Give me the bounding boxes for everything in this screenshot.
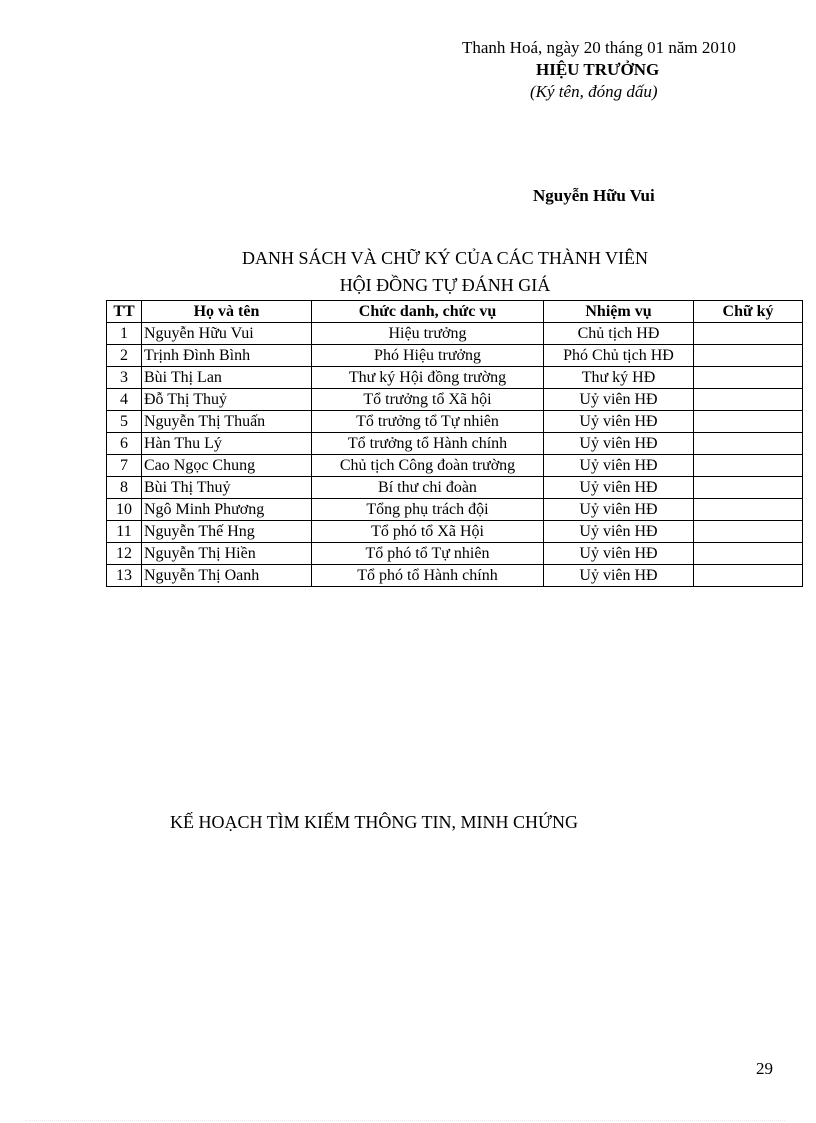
cell-task: Thư ký HĐ	[544, 367, 694, 389]
cell-signature	[694, 477, 803, 499]
column-header-signature: Chữ ký	[694, 301, 803, 323]
cell-position: Tổ trưởng tổ Hành chính	[312, 433, 544, 455]
cell-signature	[694, 345, 803, 367]
signature-note: (Ký tên, đóng dấu)	[530, 82, 658, 101]
cell-signature	[694, 433, 803, 455]
cell-position: Thư ký Hội đồng trường	[312, 367, 544, 389]
cell-signature	[694, 455, 803, 477]
cell-name: Nguyễn Thị Thuấn	[142, 411, 312, 433]
table-row	[107, 367, 803, 389]
cell-task: Uỷ viên HĐ	[544, 455, 694, 477]
cell-tt: 7	[107, 455, 142, 477]
table-row	[107, 521, 803, 543]
cell-task: Uỷ viên HĐ	[544, 433, 694, 455]
column-header-task: Nhiệm vụ	[544, 301, 694, 323]
cell-position: Tổ trưởng tổ Xã hội	[312, 389, 544, 411]
cell-tt: 11	[107, 521, 142, 543]
cell-position: Tổ phó tổ Hành chính	[312, 565, 544, 587]
cell-signature	[694, 367, 803, 389]
cell-tt: 12	[107, 543, 142, 565]
principal-name: Nguyễn Hữu Vui	[533, 186, 655, 205]
cell-position: Phó Hiệu trưởng	[312, 345, 544, 367]
cell-task: Uỷ viên HĐ	[544, 389, 694, 411]
table-row	[107, 411, 803, 433]
list-title-line-2: HỘI ĐỒNG TỰ ĐÁNH GIÁ	[339, 275, 551, 295]
cell-signature	[694, 389, 803, 411]
members-table-body	[107, 323, 803, 587]
cell-position: Tổ trưởng tổ Tự nhiên	[312, 411, 544, 433]
table-header-row	[107, 301, 803, 323]
cell-tt: 13	[107, 565, 142, 587]
table-row	[107, 455, 803, 477]
list-title-line-1: DANH SÁCH VÀ CHỮ KÝ CỦA CÁC THÀNH VIÊN	[241, 248, 648, 268]
cell-position: Tổ phó tổ Tự nhiên	[312, 543, 544, 565]
column-header-position: Chức danh, chức vụ	[312, 301, 544, 323]
table-row	[107, 389, 803, 411]
cell-position: Bí thư chi đoàn	[312, 477, 544, 499]
principal-title: HIỆU TRƯỞNG	[536, 60, 660, 79]
cell-signature	[694, 565, 803, 587]
column-header-name: Họ và tên	[142, 301, 312, 323]
cell-task: Chủ tịch HĐ	[544, 323, 694, 345]
cell-task: Uỷ viên HĐ	[544, 521, 694, 543]
cell-name: Ngô Minh Phương	[142, 499, 312, 521]
cell-signature	[694, 543, 803, 565]
cell-tt: 5	[107, 411, 142, 433]
cell-task: Uỷ viên HĐ	[544, 411, 694, 433]
cell-tt: 6	[107, 433, 142, 455]
cell-signature	[694, 499, 803, 521]
cell-tt: 3	[107, 367, 142, 389]
cell-tt: 2	[107, 345, 142, 367]
cell-task: Uỷ viên HĐ	[544, 565, 694, 587]
cell-position: Hiệu trưởng	[312, 323, 544, 345]
cell-name: Nguyễn Thị Oanh	[142, 565, 312, 587]
bottom-divider	[25, 1120, 785, 1121]
column-header-tt: TT	[107, 301, 142, 323]
members-table	[106, 300, 803, 587]
cell-task: Uỷ viên HĐ	[544, 477, 694, 499]
place-date-line: Thanh Hoá, ngày 20 tháng 01 năm 2010	[462, 38, 736, 57]
cell-name: Cao Ngọc Chung	[142, 455, 312, 477]
cell-task: Uỷ viên HĐ	[544, 543, 694, 565]
cell-name: Trịnh Đình Bình	[142, 345, 312, 367]
table-row	[107, 433, 803, 455]
cell-signature	[694, 411, 803, 433]
cell-tt: 1	[107, 323, 142, 345]
table-row	[107, 565, 803, 587]
cell-name: Nguyễn Thế Hng	[142, 521, 312, 543]
table-row	[107, 323, 803, 345]
cell-signature	[694, 521, 803, 543]
cell-tt: 4	[107, 389, 142, 411]
page-number: 29	[756, 1059, 773, 1078]
table-row	[107, 499, 803, 521]
table-row	[107, 345, 803, 367]
cell-tt: 10	[107, 499, 142, 521]
cell-tt: 8	[107, 477, 142, 499]
cell-position: Tổng phụ trách đội	[312, 499, 544, 521]
cell-task: Phó Chủ tịch HĐ	[544, 345, 694, 367]
cell-signature	[694, 323, 803, 345]
cell-name: Đỗ Thị Thuỷ	[142, 389, 312, 411]
cell-name: Bùi Thị Thuỷ	[142, 477, 312, 499]
cell-name: Bùi Thị Lan	[142, 367, 312, 389]
table-row	[107, 477, 803, 499]
cell-position: Tổ phó tổ Xã Hội	[312, 521, 544, 543]
table-row	[107, 543, 803, 565]
cell-name: Nguyễn Hữu Vui	[142, 323, 312, 345]
cell-name: Nguyễn Thị Hiền	[142, 543, 312, 565]
cell-name: Hàn Thu Lý	[142, 433, 312, 455]
plan-heading: KẾ HOẠCH TÌM KIẾM THÔNG TIN, MINH CHỨNG	[170, 812, 578, 832]
cell-task: Uỷ viên HĐ	[544, 499, 694, 521]
cell-position: Chủ tịch Công đoàn trường	[312, 455, 544, 477]
